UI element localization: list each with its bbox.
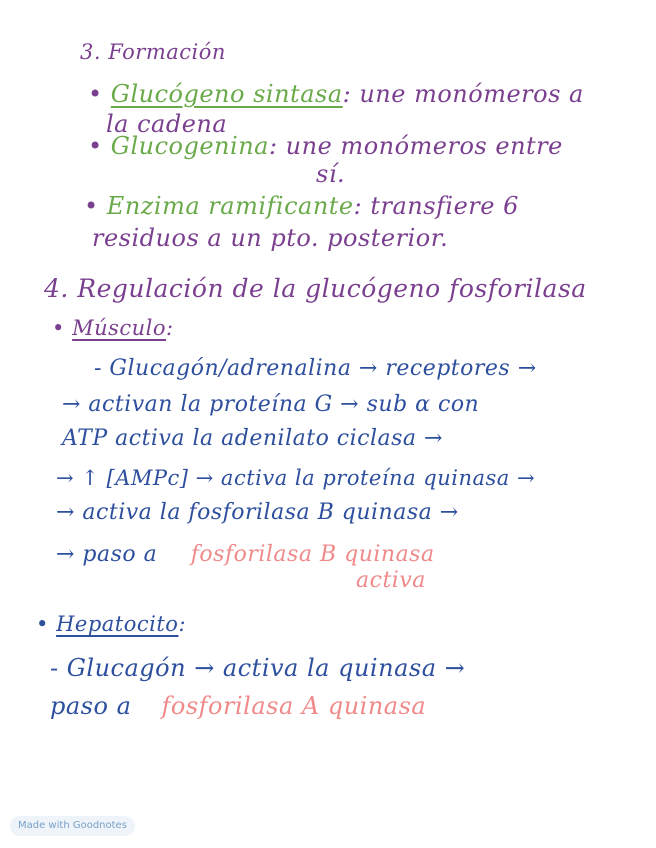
term-glucogeno-sintasa: Glucógeno sintasa (110, 80, 343, 108)
term-glucogenina: Glucogenina (110, 132, 269, 160)
hepatocito-heading (36, 612, 186, 636)
section3-heading: 3. Formación (80, 40, 226, 64)
musculo-label: Músculo (72, 316, 167, 340)
bullet-dot: • (36, 612, 49, 636)
musculo-step-2: → activan la proteína G → sub α con (62, 392, 480, 417)
def-enzima-ramificante: : transfiere 6 (353, 192, 519, 220)
hepatocito-step-2-prefix: paso a (50, 692, 132, 720)
bullet-glucogeno-sintasa (88, 80, 584, 108)
term-fosforilasa-b-quinasa: fosforilasa B quinasa (190, 542, 435, 567)
musculo-step-5: → activa la fosforilasa B quinasa → (56, 500, 459, 525)
bullet-dot: • (88, 132, 103, 160)
bullet-dot: • (84, 192, 99, 220)
def-glucogeno-sintasa-cont: la cadena (106, 110, 228, 138)
hepatocito-colon: : (178, 612, 187, 636)
def-enzima-ramificante-cont: residuos a un pto. posterior. (92, 224, 449, 252)
term-activa: activa (356, 568, 426, 593)
musculo-step-6-prefix: → paso a (56, 542, 158, 567)
musculo-heading (52, 316, 174, 340)
bullet-dot: • (88, 80, 103, 108)
bullet-dot: • (52, 316, 65, 340)
bullet-enzima-ramificante (84, 192, 519, 220)
musculo-step-3: ATP activa la adenilato ciclasa → (62, 426, 443, 451)
hepatocito-step-2 (50, 692, 426, 720)
musculo-colon: : (166, 316, 174, 340)
hepatocito-label: Hepatocito (56, 612, 179, 636)
goodnotes-badge: Made with Goodnotes (10, 816, 135, 836)
term-fosforilasa-a-quinasa: fosforilasa A quinasa (161, 692, 427, 720)
hepatocito-step-1: - Glucagón → activa la quinasa → (50, 654, 466, 682)
musculo-step-6 (56, 542, 435, 567)
def-glucogenina: : une monómeros entre (268, 132, 563, 160)
musculo-step-4: → ↑ [AMPc] → activa la proteína quinasa → (56, 466, 536, 490)
section4-heading: 4. Regulación de la glucógeno fosforilasa (44, 274, 587, 303)
def-glucogeno-sintasa: : une monómeros a (342, 80, 584, 108)
musculo-step-1: - Glucagón/adrenalina → receptores → (94, 356, 537, 381)
term-enzima-ramificante: Enzima ramificante (106, 192, 354, 220)
bullet-glucogenina (88, 132, 563, 160)
def-glucogenina-cont: sí. (316, 160, 346, 188)
